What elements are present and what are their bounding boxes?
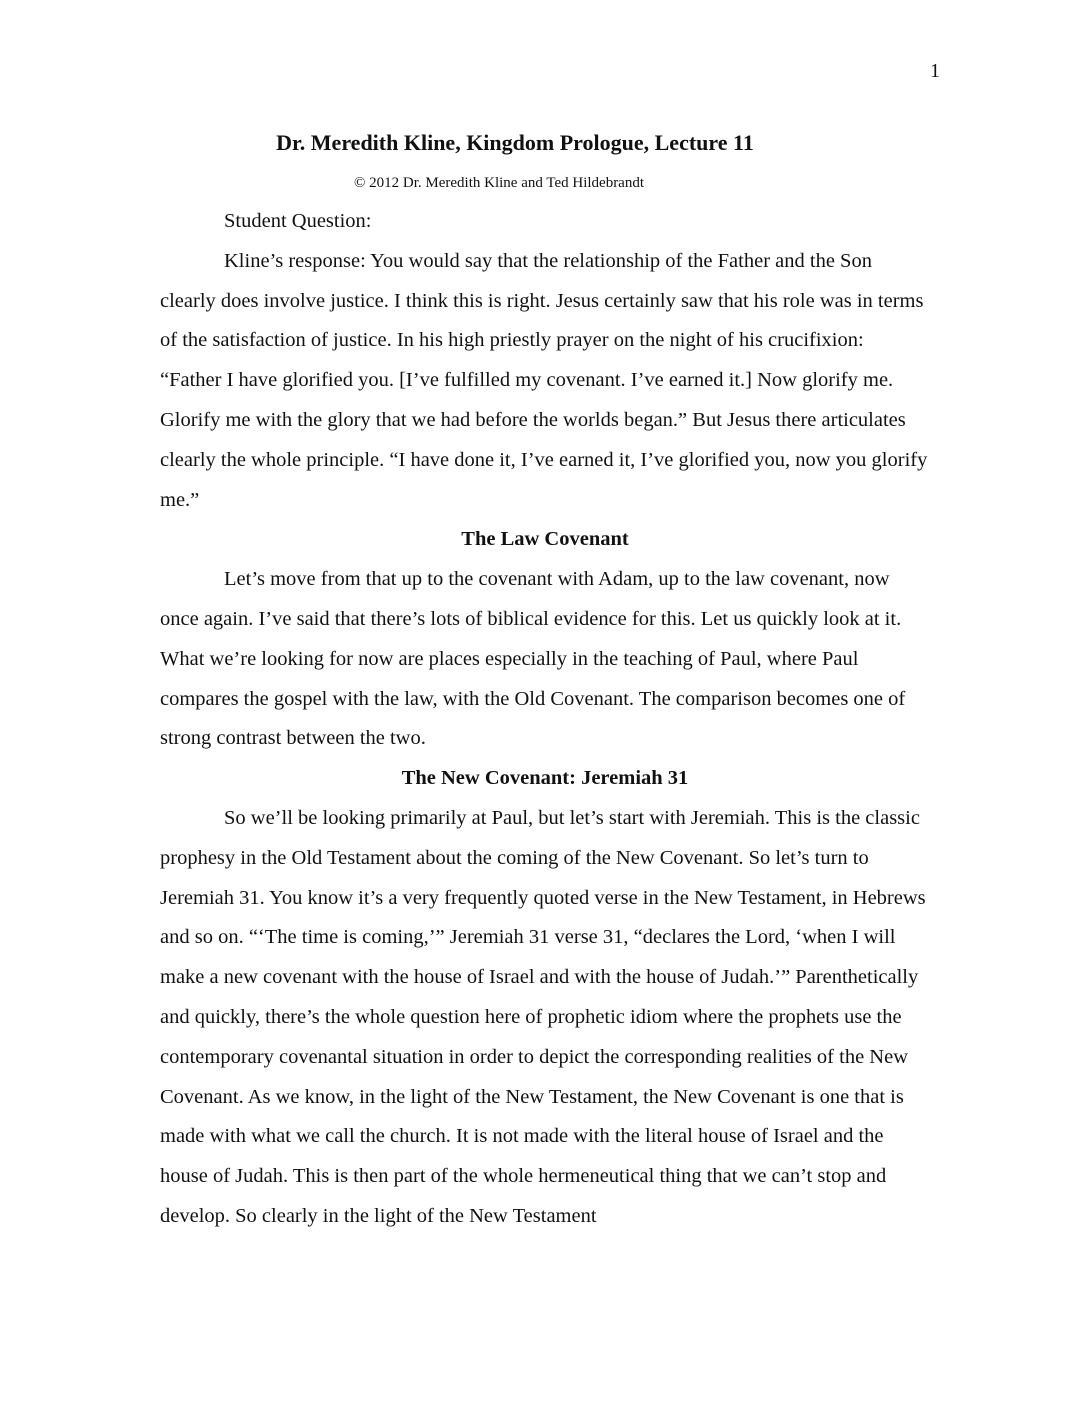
paragraph-law-covenant: Let’s move from that up to the covenant with Adam, up to the law covenant, now once again. I’ve said that there’s lots of biblical evidence for this. Let us quickly look at it. What we’re looking for now are places especially in the teaching of Paul, where Paul compares the gospel with the law, with the Old Covenant. The comparison becomes one of strong contrast between the two. xyxy=(160,568,906,750)
page-number: 1 xyxy=(930,60,940,82)
heading-law-covenant: The Law Covenant xyxy=(461,528,629,551)
student-question-label: Student Question: xyxy=(224,210,372,232)
document-title: Dr. Meredith Kline, Kingdom Prologue, Lecture 11 xyxy=(276,130,754,155)
paragraph-new-covenant: So we’ll be looking primarily at Paul, but let’s start with Jeremiah. This is the classic prophesy in the Old Testament about the coming of the New Covenant. So let’s turn to Jeremiah 31. You know it’s a very frequently quoted verse in the New Testament, in Hebrews and so on. “‘The time is coming,’” Jeremiah 31 verse 31, “declares the Lord, ‘when I will make a new covenant with the house of Israel and with the house of Judah.’” Parenthetically and quickly, there’s the whole question here of prophetic idiom where the prophets use the contemporary covenantal situation in order to depict the corresponding realities of the New Covenant. As we know, in the light of the New Testament, the New Covenant is one that is made with what we call the church. It is not made with the literal house of Israel and the house of Judah. This is then part of the whole hermeneutical thing that we can’t stop and develop. So clearly in the light of the New Testament xyxy=(160,806,926,1227)
document-body xyxy=(160,202,930,1237)
heading-new-covenant: The New Covenant: Jeremiah 31 xyxy=(401,767,689,790)
copyright-line: © 2012 Dr. Meredith Kline and Ted Hildebrandt xyxy=(354,175,645,191)
paragraph-klines-response: Kline’s response: You would say that the relationship of the Father and the Son clearly does involve justice. I think this is right. Jesus certainly saw that his role was in terms of the satisfaction of justice. In his high priestly prayer on the night of his crucifixion: “Father I have glorified you. [I’ve fulfilled my covenant. I’ve earned it.] Now glorify me. Glorify me with the glory that we had before the worlds began.” But Jesus there articulates clearly the whole principle. “I have done it, I’ve earned it, I’ve glorified you, now you glorify me.” xyxy=(160,249,928,511)
